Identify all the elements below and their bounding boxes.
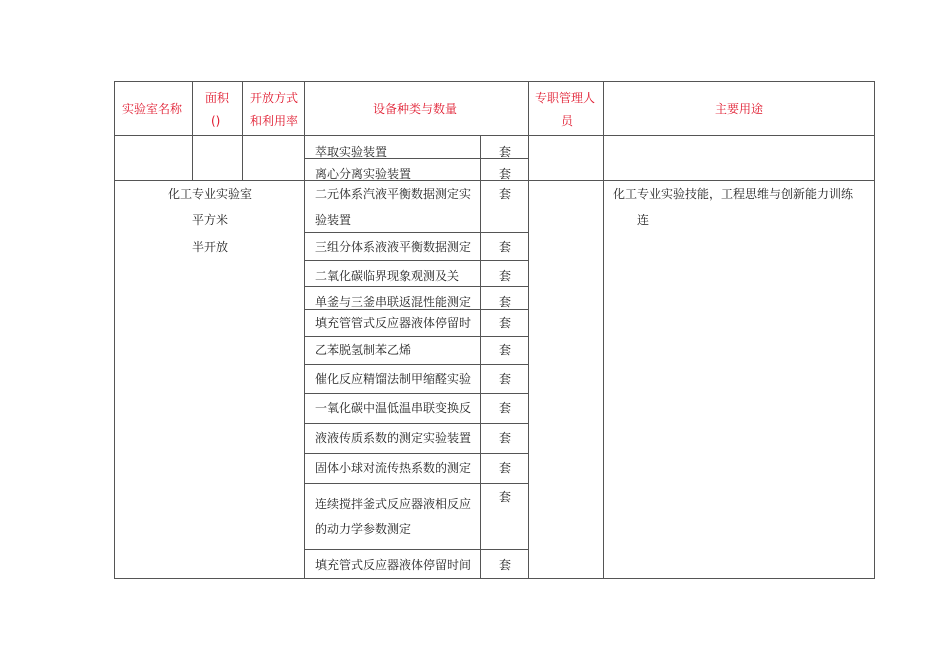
equipment-name: 乙苯脱氢制苯乙烯	[315, 343, 412, 357]
equipment-name: 液液传质系数的测定实验装置	[315, 431, 472, 445]
equipment-name: 三组分体系液液平衡数据测定	[315, 240, 472, 254]
col-divider-equipment	[304, 81, 305, 579]
table-right-border	[874, 81, 875, 579]
equipment-unit: 套	[499, 269, 512, 283]
first-row-bottom-border	[114, 180, 875, 181]
equipment-name: 萃取实验装置	[315, 145, 388, 159]
header-lab-name: 实验室名称	[122, 102, 183, 116]
col-divider-unit	[480, 135, 481, 579]
col-divider-staff	[528, 81, 529, 579]
equipment-name: 二氧化碳临界现象观测及关	[315, 269, 460, 283]
equipment-unit: 套	[499, 187, 512, 201]
header-area-line2: ()	[211, 114, 221, 128]
equipment-name: 离心分离实验装置	[315, 167, 412, 181]
header-staff-line2: 员	[561, 114, 574, 128]
equip-row-sep	[304, 286, 528, 287]
header-area-line1: 面积	[205, 91, 230, 105]
equipment-unit: 套	[499, 461, 512, 475]
lab-area-unit: 平方米	[192, 213, 229, 227]
lab-name: 化工专业实验室	[168, 187, 253, 201]
header-staff-line1: 专职管理人	[535, 91, 596, 105]
col-divider-purpose	[603, 81, 604, 579]
equipment-unit: 套	[499, 343, 512, 357]
header-open-mode-line1: 开放方式	[250, 91, 299, 105]
header-purpose: 主要用途	[715, 102, 764, 116]
col-divider-open-mode	[242, 81, 243, 181]
equipment-name: 催化反应精馏法制甲缩醛实验	[315, 372, 472, 386]
equip-row-sep	[304, 336, 528, 337]
equipment-name: 的动力学参数测定	[315, 522, 412, 536]
equipment-name: 单釜与三釜串联返混性能测定	[315, 295, 472, 309]
equip-row-sep	[304, 483, 528, 484]
equip-row-sep	[304, 549, 528, 550]
equipment-name: 一氧化碳中温低温串联变换反	[315, 401, 472, 415]
equip-row-sep	[304, 309, 528, 310]
equipment-unit: 套	[499, 145, 512, 159]
equipment-name: 二元体系汽液平衡数据测定实	[315, 187, 472, 201]
equipment-unit: 套	[499, 295, 512, 309]
equipment-name: 验装置	[315, 213, 352, 227]
equipment-unit: 套	[499, 490, 512, 504]
table-left-border	[114, 81, 115, 579]
equipment-unit: 套	[499, 372, 512, 386]
equipment-unit: 套	[499, 167, 512, 181]
lab-open-mode: 半开放	[192, 240, 229, 254]
equip-row-sep	[304, 453, 528, 454]
lab-purpose-line1: 化工专业实验技能，工程思维与创新能力训练	[613, 187, 854, 201]
equipment-unit: 套	[499, 240, 512, 254]
header-bottom-border	[114, 135, 875, 136]
equip-row-sep	[304, 260, 528, 261]
equipment-unit: 套	[499, 316, 512, 330]
equipment-name: 连续搅拌釜式反应器液相反应	[315, 497, 472, 511]
equip-row-sep	[304, 423, 528, 424]
equip-row-sep	[304, 232, 528, 233]
table-top-border	[114, 81, 875, 82]
equipment-name: 填充管式反应器液体停留时间	[315, 558, 472, 572]
equip-row-sep	[304, 364, 528, 365]
header-open-mode-line2: 和利用率	[250, 114, 299, 128]
table-bottom-border	[114, 578, 875, 579]
equipment-unit: 套	[499, 431, 512, 445]
equip-row-sep	[304, 393, 528, 394]
lab-purpose-line2: 连	[637, 213, 650, 227]
header-equipment: 设备种类与数量	[373, 102, 458, 116]
col-divider-area	[192, 81, 193, 181]
equipment-unit: 套	[499, 401, 512, 415]
equipment-unit: 套	[499, 558, 512, 572]
equipment-name: 固体小球对流传热系数的测定	[315, 461, 472, 475]
equipment-name: 填充管管式反应器液体停留时	[315, 316, 472, 330]
